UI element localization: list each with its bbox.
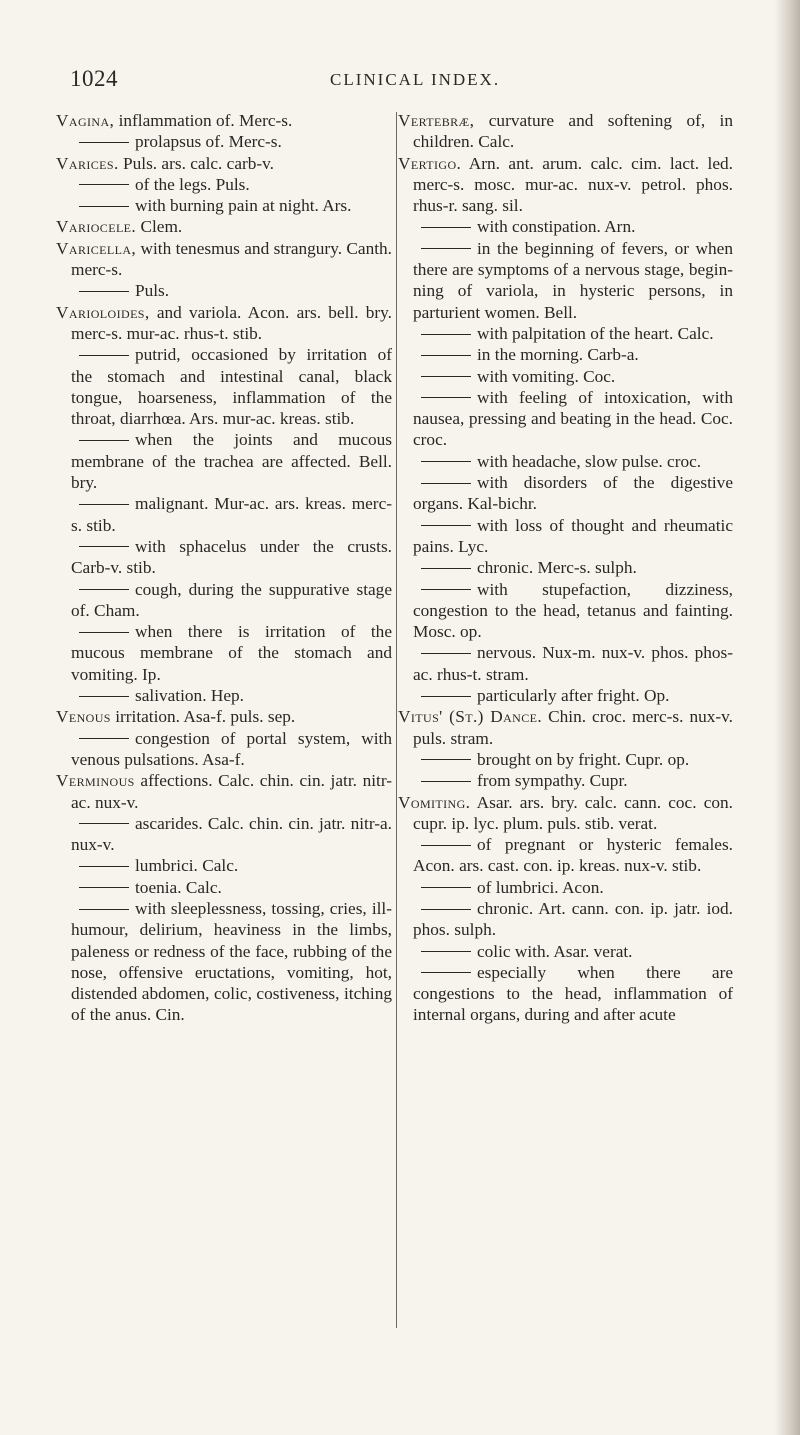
entry-text: of the legs. Puls. — [135, 174, 250, 194]
page-header — [0, 66, 800, 102]
entry-text: in the beginning of fevers, or when there are symptoms of a nervous stage, beginning of variola, in hysteric persons, in parturient women. Bell. — [413, 238, 733, 322]
entry-heading: Varices. — [56, 153, 119, 173]
entry-text: congestion of portal system, with venous pulsations. Asa-f. — [71, 728, 392, 769]
index-subentry — [398, 685, 733, 706]
entry-text: inflammation of. Merc-s. — [118, 111, 293, 130]
entry-heading: Venous — [56, 707, 111, 727]
index-entry — [398, 110, 733, 153]
index-entry — [56, 302, 392, 345]
index-subentry — [56, 493, 392, 536]
entry-heading: Vertigo. — [398, 153, 462, 173]
ditto-dash — [79, 546, 129, 547]
entry-text: with sphacelus under the crusts. Carb-v. stib. — [71, 536, 392, 578]
ditto-dash — [79, 504, 129, 505]
ditto-dash — [79, 291, 129, 292]
index-subentry — [56, 429, 392, 493]
entry-text: chronic. Merc-s. sulph. — [477, 558, 637, 578]
entry-text: and variola. Acon. ars. bell. bry. merc-s. mur-ac. rhus-t. stib. — [71, 302, 392, 343]
entry-text: when the joints and mucous membrane of the trachea are affected. Bell. bry. — [71, 430, 392, 493]
entry-text: toenia. Calc. — [135, 877, 222, 897]
ditto-dash — [421, 972, 471, 973]
index-subentry — [56, 174, 392, 195]
entry-text: irritation. Asa-f. puls. sep. — [115, 707, 296, 727]
index-subentry — [56, 621, 392, 685]
entry-text: brought on by fright. Cupr. op. — [477, 749, 690, 769]
ditto-dash — [79, 632, 129, 633]
entry-heading: Vomiting. — [398, 792, 471, 812]
index-subentry — [56, 280, 392, 301]
entry-heading: Vagina, — [56, 111, 115, 130]
index-subentry — [56, 685, 392, 706]
entry-text: malignant. Mur-ac. ars. kreas. merc-s. stib. — [71, 494, 392, 535]
entry-heading: Variocele. — [56, 217, 137, 237]
index-entry — [398, 706, 733, 749]
entry-text: nervous. Nux-m. nux-v. phos. phos-ac. rhus-t. stram. — [413, 643, 733, 684]
index-subentry — [56, 195, 392, 216]
ditto-dash — [79, 142, 129, 143]
index-subentry — [398, 238, 733, 323]
entry-text: in the morning. Carb-a. — [477, 345, 639, 365]
ditto-dash — [421, 376, 471, 377]
entry-text: with constipation. Arn. — [477, 217, 636, 237]
ditto-dash — [421, 696, 471, 697]
index-subentry — [398, 898, 733, 941]
index-subentry — [398, 472, 733, 515]
index-entry — [398, 792, 733, 835]
index-subentry — [398, 366, 733, 387]
ditto-dash — [421, 589, 471, 590]
ditto-dash — [421, 951, 471, 952]
index-entry — [56, 110, 392, 131]
ditto-dash — [421, 568, 471, 569]
entry-text: affections. Calc. chin. cin. jatr. nitr-ac. nux-v. — [71, 771, 392, 812]
ditto-dash — [79, 887, 129, 888]
running-title: CLINICAL INDEX. — [330, 70, 501, 89]
ditto-dash — [421, 248, 471, 249]
ditto-dash — [421, 227, 471, 228]
index-entry — [56, 706, 392, 727]
entry-text: ascarides. Calc. chin. cin. jatr. nitr-a. nux-v. — [71, 813, 392, 855]
ditto-dash — [79, 823, 129, 824]
index-subentry — [56, 536, 392, 579]
entry-text: with headache, slow pulse. croc. — [477, 451, 702, 471]
entry-text: Arn. ant. arum. calc. cim. lact. led. merc-s. mosc. mur-ac. nux-v. petrol. phos. rhus-r. sang. sil. — [413, 153, 733, 216]
ditto-dash — [421, 759, 471, 760]
entry-text: Puls. ars. calc. carb-v. — [123, 153, 275, 173]
ditto-dash — [421, 334, 471, 335]
entry-text: cough, during the suppurative stage of. Cham. — [71, 579, 392, 620]
entry-text: with sleeplessness, tossing, cries, ill-humour, delirium, heaviness in the limbs, paleness or redness of the face, rubbing of the nose, offensive eructations, vomiting, hot, distended abdomen, colic, costiveness, itching of the anus. Cin. — [71, 898, 392, 1025]
ditto-dash — [79, 184, 129, 185]
ditto-dash — [421, 653, 471, 654]
index-subentry — [56, 898, 392, 1026]
ditto-dash — [421, 397, 471, 398]
ditto-dash — [79, 909, 129, 910]
entry-text: putrid, occasioned by irritation of the stomach and intestinal canal, black tongue, hoarseness, inflammation of the throat, diarrhœa. Ars. mur-ac. kreas. stib. — [71, 345, 392, 429]
ditto-dash — [79, 206, 129, 207]
entry-text: of pregnant or hysteric females. Acon. ars. cast. con. ip. kreas. nux-v. stib. — [413, 835, 733, 876]
entry-text: with tenesmus and strangury. Canth. merc-s. — [71, 238, 392, 280]
entry-text: colic with. Asar. verat. — [477, 941, 633, 961]
index-subentry — [56, 728, 392, 771]
index-subentry — [398, 834, 733, 877]
index-subentry — [56, 579, 392, 622]
entry-text: Clem. — [140, 217, 183, 237]
ditto-dash — [421, 483, 471, 484]
entry-heading: Vitus' (St.) Dance. — [398, 707, 543, 727]
index-subentry — [398, 323, 733, 344]
ditto-dash — [79, 440, 129, 441]
entry-text: lumbrici. Calc. — [135, 856, 239, 876]
index-subentry — [398, 941, 733, 962]
index-subentry — [398, 749, 733, 770]
index-subentry — [398, 344, 733, 365]
right-column — [398, 110, 733, 1026]
index-entry — [56, 153, 392, 174]
index-subentry — [398, 877, 733, 898]
index-entry — [56, 770, 392, 813]
page-edge-shadow — [774, 0, 800, 1435]
ditto-dash — [421, 909, 471, 910]
entry-text: with stupefaction, dizziness, congestion to the head, tetanus and fainting. Mosc. op. — [413, 579, 733, 642]
ditto-dash — [421, 781, 471, 782]
index-subentry — [398, 387, 733, 451]
column-divider — [396, 112, 397, 1328]
index-subentry — [56, 344, 392, 429]
index-subentry — [56, 855, 392, 876]
entry-heading: Varicella, — [56, 238, 137, 258]
index-entry — [398, 153, 733, 217]
index-entry — [56, 238, 392, 281]
ditto-dash — [421, 355, 471, 356]
ditto-dash — [79, 696, 129, 697]
ditto-dash — [421, 461, 471, 462]
entry-text: with vomiting. Coc. — [477, 366, 616, 386]
index-subentry — [398, 642, 733, 685]
index-subentry — [398, 451, 733, 472]
index-subentry — [56, 131, 392, 152]
entry-text: with feeling of intoxication, with nausea, pressing and beating in the head. Coc. croc. — [413, 387, 733, 450]
entry-text: Chin. croc. merc-s. nux-v. puls. stram. — [413, 707, 733, 748]
entry-text: with palpitation of the heart. Calc. — [477, 323, 714, 343]
ditto-dash — [421, 887, 471, 888]
ditto-dash — [421, 525, 471, 526]
ditto-dash — [79, 589, 129, 590]
index-subentry — [398, 579, 733, 643]
entry-text: with disorders of the digestive organs. Kal-bichr. — [413, 473, 733, 514]
entry-text: when there is irritation of the mucous membrane of the stomach and vomiting. Ip. — [71, 622, 392, 684]
left-column — [56, 110, 392, 1026]
ditto-dash — [421, 845, 471, 846]
entry-text: Asar. ars. bry. calc. cann. coc. con. cupr. ip. lyc. plum. puls. stib. verat. — [413, 792, 733, 833]
entry-text: with loss of thought and rheumatic pains. Lyc. — [413, 515, 733, 556]
entry-text: with burning pain at night. Ars. — [135, 196, 352, 216]
index-subentry — [56, 877, 392, 898]
entry-text: from sympathy. Cupr. — [477, 771, 628, 791]
entry-heading: Vertebræ, — [398, 111, 475, 130]
entry-text: especially when there are congestions to the head, inflammation of internal organs, during and after acute — [413, 962, 733, 1025]
ditto-dash — [79, 738, 129, 739]
index-subentry — [398, 216, 733, 237]
page-number: 1024 — [70, 66, 118, 91]
ditto-dash — [79, 355, 129, 356]
index-subentry — [398, 962, 733, 1026]
index-subentry — [398, 515, 733, 558]
entry-heading: Varioloides, — [56, 302, 150, 322]
entry-text: curvature and softening of, in children. Calc. — [413, 111, 734, 152]
index-subentry — [398, 557, 733, 578]
entry-heading: Verminous — [56, 771, 135, 791]
entry-text: Puls. — [135, 281, 170, 301]
entry-text: salivation. Hep. — [135, 686, 244, 706]
entry-text: of lumbrici. Acon. — [477, 877, 604, 897]
index-subentry — [398, 770, 733, 791]
index-subentry — [56, 813, 392, 856]
entry-text: chronic. Art. cann. con. ip. jatr. iod. phos. sulph. — [413, 898, 733, 940]
entry-text: particularly after fright. Op. — [477, 686, 670, 706]
entry-text: prolapsus of. Merc-s. — [135, 132, 282, 152]
index-entry — [56, 216, 392, 237]
ditto-dash — [79, 866, 129, 867]
